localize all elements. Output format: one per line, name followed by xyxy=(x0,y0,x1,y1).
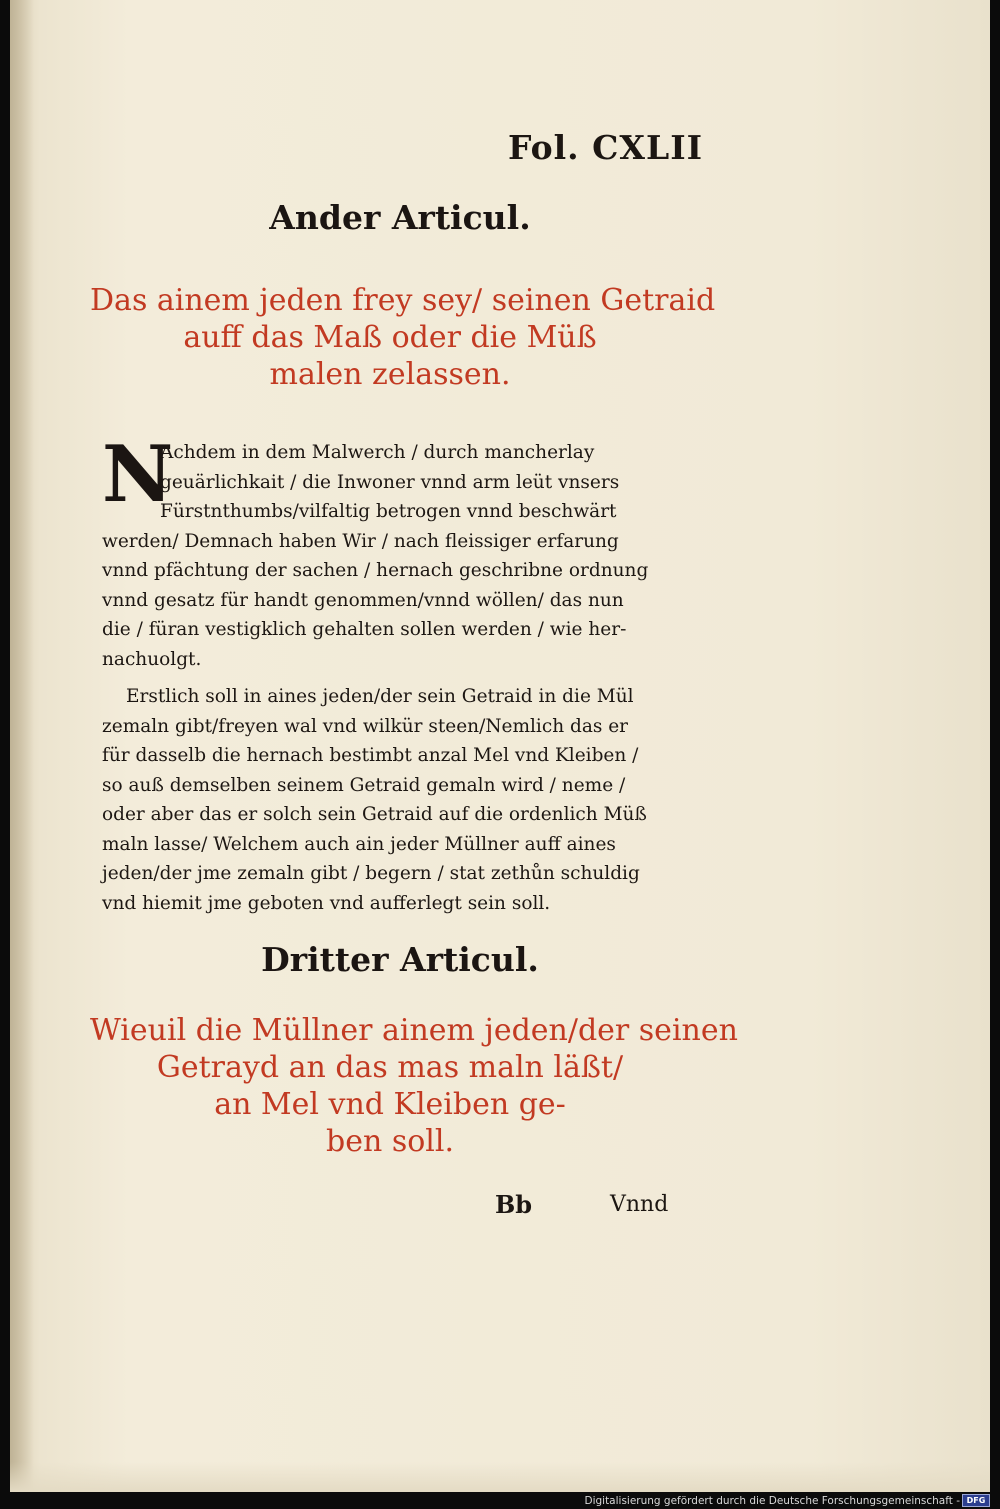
paragraph-line: jeden/der jme zemaln gibt / begern / stat zethůn schuldig xyxy=(102,863,640,884)
rubric-title-2 xyxy=(90,1012,738,1160)
paragraph-line: Fürstnthumbs/vilfaltig betrogen vnnd beschwärt xyxy=(160,501,617,522)
paragraph-line: so auß demselben seinem Getraid gemaln wird / neme / xyxy=(102,774,626,796)
paragraph-line: für dasselb die hernach bestimbt anzal Mel vnd Kleiben / xyxy=(102,745,639,766)
rubric-title-2-line: an Mel vnd Kleiben ge- xyxy=(214,1087,566,1122)
article-heading-3: Dritter Articul. xyxy=(261,940,539,979)
paragraph-line: oder aber das er solch sein Getraid auf die ordenlich Müß xyxy=(102,804,647,825)
rubric-title-2-line: Getrayd an das mas maln läßt/ xyxy=(156,1050,624,1085)
paragraph-line: maln lasse/ Welchem auch ain jeder Müllner auff aines xyxy=(102,833,616,855)
article-heading-2: Ander Articul. xyxy=(269,198,531,237)
digitization-credit: Digitalisierung gefördert durch die Deutsche Forschungsgemeinschaft - xyxy=(584,1495,960,1507)
paragraph-1 xyxy=(102,429,692,674)
paragraph-line: geuärlichkait / die Inwoner vnnd arm leüt vnsers xyxy=(160,471,620,493)
drop-capital: N xyxy=(102,429,174,520)
paragraph-line: zemaln gibt/freyen wal vnd wilkür steen/Nemlich das er xyxy=(102,715,629,737)
rubric-title-2-line: ben soll. xyxy=(326,1124,454,1159)
book-page xyxy=(10,0,990,1492)
page-bottom-edge xyxy=(10,1462,990,1492)
paragraph-line: vnd hiemit jme geboten vnd aufferlegt sein soll. xyxy=(102,892,551,914)
paragraph-2 xyxy=(102,682,692,918)
dfg-logo: DFG xyxy=(962,1494,990,1507)
paragraph-line: die / füran vestigklich gehalten sollen werden / wie her- xyxy=(102,619,627,640)
paragraph-line: vnnd pfächtung der sachen / hernach geschribne ordnung xyxy=(102,560,649,581)
rubric-title-1-line: Das ainem jeden frey sey/ seinen Getraid xyxy=(90,283,716,318)
rubric-title-1 xyxy=(90,282,716,393)
page-gutter-shadow xyxy=(10,0,34,1492)
paragraph-line: Achdem in dem Malwerch / durch mancherlay xyxy=(160,442,595,463)
paragraph-line: nachuolgt. xyxy=(102,648,202,670)
rubric-title-1-line: malen zelassen. xyxy=(269,357,511,392)
signature-mark: Bb xyxy=(495,1190,533,1219)
rubric-title-1-line: auff das Maß oder die Müß xyxy=(183,320,597,355)
paragraph-line: vnnd gesatz für handt genommen/vnnd wöllen/ das nun xyxy=(102,589,624,611)
catchword: Vnnd xyxy=(610,1192,669,1217)
paragraph-line: Erstlich soll in aines jeden/der sein Getraid in die Mül xyxy=(126,686,634,707)
folio-number: Fol. CXLII xyxy=(508,128,704,167)
rubric-title-2-line: Wieuil die Müllner ainem jeden/der seinen xyxy=(90,1013,738,1048)
paragraph-line: werden/ Demnach haben Wir / nach fleissiger erfarung xyxy=(102,530,619,552)
